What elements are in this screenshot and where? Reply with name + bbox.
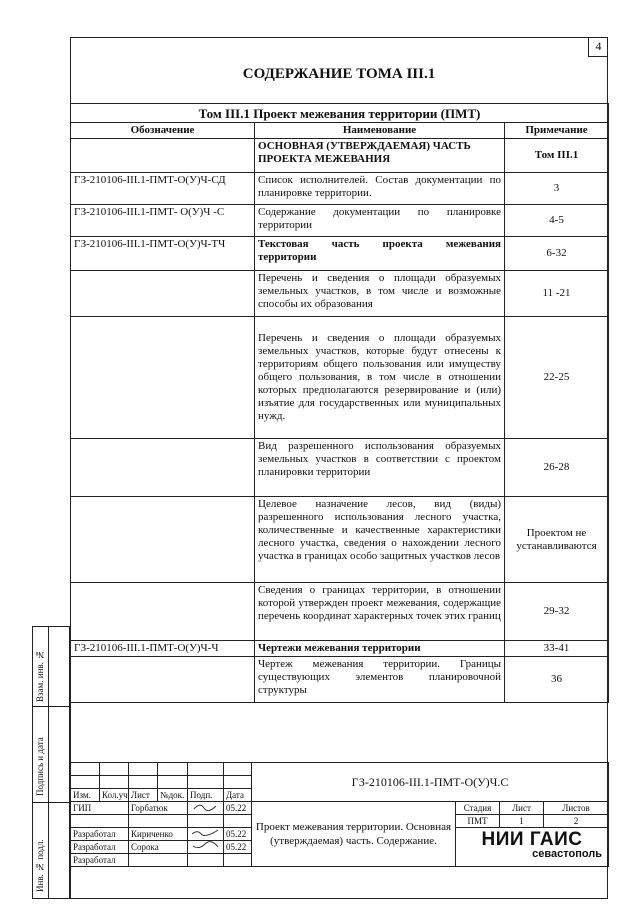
org-name: НИИ ГАИС [481, 829, 583, 850]
table-row [71, 657, 609, 703]
stamp-col-data: Дата [224, 789, 252, 802]
row-designation [71, 497, 255, 583]
row-note: Проектом не устанавливаются [505, 497, 609, 583]
row-designation [71, 271, 255, 317]
stamp-date: 05.22 [224, 802, 252, 815]
stamp-col-podp: Подп. [188, 789, 224, 802]
column-header-name: Наименование [255, 123, 505, 139]
table-row [71, 237, 609, 271]
sheets-label: Листов [544, 802, 609, 815]
title-block [70, 762, 609, 867]
stamp-date [224, 854, 252, 867]
stamp-date [224, 815, 252, 828]
stamp-role: Разработал [71, 828, 129, 841]
row-name: Перечень и сведения о площади образуемых земельных участков, которые будут отнесены к территориям общего пользования или имуществу общего пользования, в том числе в отношении которых предполагаются резервирование и (или) изъятие для государственных или муниципальных нужд. [255, 317, 505, 439]
page-title: СОДЕРЖАНИЕ ТОМА III.1 [242, 66, 436, 82]
row-name: Список исполнителей. Состав документации по планировке территории. [255, 173, 505, 205]
row-name: Текстовая часть проекта межевания территории [255, 237, 505, 271]
table-row [71, 439, 609, 497]
row-designation [71, 317, 255, 439]
stamp-role: Разработал [71, 841, 129, 854]
row-designation [71, 139, 255, 173]
table-row [71, 497, 609, 583]
stamp-role: Разработал [71, 854, 129, 867]
stamp-role: ГИП [71, 802, 129, 815]
stage-value: ПМТ [456, 815, 500, 828]
table-row [71, 139, 609, 173]
org-city: севастополь [532, 848, 603, 860]
side-label-inv-zam: Взам. инв. № [35, 649, 45, 702]
table-row [71, 173, 609, 205]
row-designation [71, 657, 255, 703]
table-row [71, 271, 609, 317]
volume-header: Том III.1 Проект межевания территории (ПМТ) [71, 104, 609, 123]
row-name: Содержание документации по планировке территории [255, 205, 505, 237]
row-name: Перечень и сведения о площади образуемых земельных участков, в том числе и возможные способы их образования [255, 271, 505, 317]
row-note: 4-5 [505, 205, 609, 237]
stamp-role [71, 815, 129, 828]
row-designation [71, 439, 255, 497]
table-row [71, 583, 609, 641]
stamp-col-izm: Изм. [71, 789, 100, 802]
row-designation: ГЗ-210106-III.1-ПМТ-О(У)Ч-Ч [71, 641, 255, 657]
row-name: ОСНОВНАЯ (УТВЕРЖДАЕМАЯ) ЧАСТЬ ПРОЕКТА МЕЖЕВАНИЯ [255, 139, 505, 173]
signature [188, 802, 224, 815]
row-name: Целевое назначение лесов, вид (виды) разрешенного использования лесного участка, количественные и качественные характеристики лесного участка, сведения о нахождении лесного участка в границах особо защитных участков лесов [255, 497, 505, 583]
row-note: 26-28 [505, 439, 609, 497]
signature [188, 841, 224, 854]
sheet-label: Лист [500, 802, 544, 815]
column-header-note: Примечание [505, 123, 609, 139]
row-designation: ГЗ-210106-III.1-ПМТ-О(У)Ч-СД [71, 173, 255, 205]
org-logo [456, 828, 609, 867]
row-note: 33-41 [505, 641, 609, 657]
page-number: 4 [588, 37, 608, 57]
table-row [71, 317, 609, 439]
row-note: 6-32 [505, 237, 609, 271]
stamp-person [129, 854, 188, 867]
table-row [71, 205, 609, 237]
column-header-designation: Обозначение [71, 123, 255, 139]
row-designation: ГЗ-210106-III.1-ПМТ-О(У)Ч-ТЧ [71, 237, 255, 271]
side-label-inv-podl: Инв. № подл. [35, 839, 45, 892]
stamp-col-ndok: №док. [158, 789, 188, 802]
stamp-date: 05.22 [224, 828, 252, 841]
sheet-value: 1 [500, 815, 544, 828]
row-note: 3 [505, 173, 609, 205]
row-note: 11 -21 [505, 271, 609, 317]
signature [188, 828, 224, 841]
row-designation: ГЗ-210106-III.1-ПМТ- О(У)Ч -С [71, 205, 255, 237]
sheets-value: 2 [544, 815, 609, 828]
row-name: Сведения о границах территории, в отношении которой утвержден проект межевания, содержащие перечень координат характерных точек этих границ [255, 583, 505, 641]
stamp-col-list: Лист [129, 789, 158, 802]
row-name: Чертеж межевания территории. Границы существующих элементов планировочной структуры [255, 657, 505, 703]
stamp-col-kol: Кол.уч [100, 789, 129, 802]
stamp-person: Сорока [129, 841, 188, 854]
row-note: 36 [505, 657, 609, 703]
row-note: 22-25 [505, 317, 609, 439]
row-note: 29-32 [505, 583, 609, 641]
table-row [71, 641, 609, 657]
stamp-person [129, 815, 188, 828]
document-code: ГЗ-210106-III.1-ПМТ-О(У)Ч.С [252, 763, 609, 802]
side-label-signature: Подпись и дата [35, 737, 45, 796]
stamp-person: Горбатюк [129, 802, 188, 815]
row-name: Чертежи межевания территории [255, 641, 505, 657]
row-designation [71, 583, 255, 641]
row-name: Вид разрешенного использования образуемых земельных участков в соответствии с проектом планировки территории [255, 439, 505, 497]
document-title: Проект межевания территории. Основная (утверждаемая) часть. Содержание. [252, 802, 456, 867]
stage-label: Стадия [456, 802, 500, 815]
row-note: Том III.1 [505, 139, 609, 173]
stamp-person: Кириченко [129, 828, 188, 841]
stamp-date: 05.22 [224, 841, 252, 854]
contents-table [70, 103, 609, 703]
